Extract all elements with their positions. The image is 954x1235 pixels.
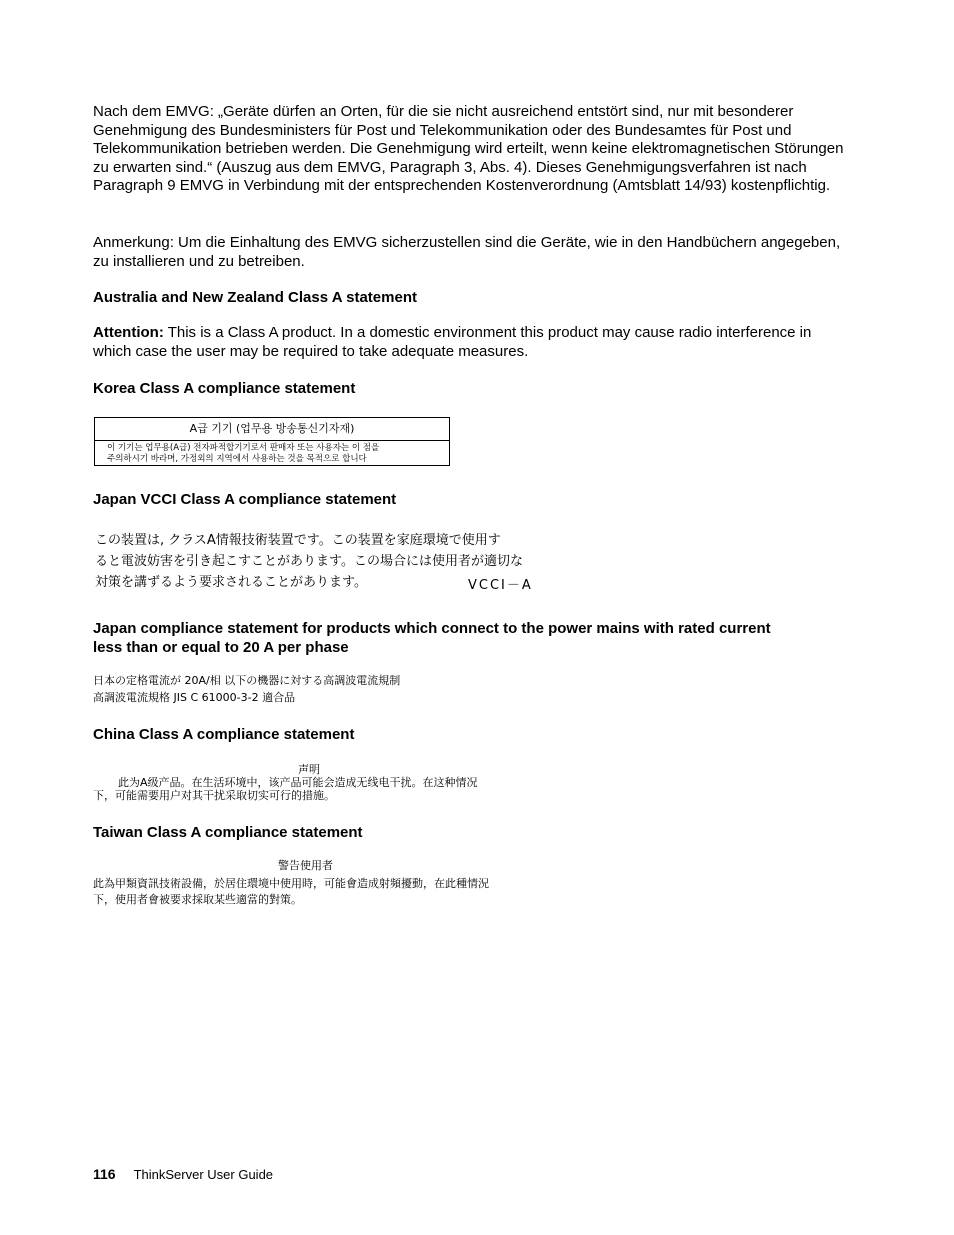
japan-power-line-1: 日本の定格電流が 20A/相 以下の機器に対する高調波電流規制 (93, 674, 401, 687)
china-heading: China Class A compliance statement (93, 726, 355, 743)
japan-vcci-line-2: ると電波妨害を引き起こすことがあります。この場合には使用者が適切な (95, 554, 523, 569)
china-title: 声明 (298, 763, 320, 776)
korea-box-title: A급 기기 (업무용 방송통신기자재) (95, 418, 449, 441)
korea-statement-box (94, 417, 450, 466)
vcci-mark: VCCI－A (468, 578, 533, 593)
japan-vcci-line-1: この装置は, クラスA情報技術装置です。この装置を家庭環境で使用す (95, 533, 501, 548)
china-line-2: 下，可能需要用户对其干扰采取切实可行的措施。 (93, 789, 335, 802)
taiwan-line-1: 此為甲類資訊技術設備，於居住環境中使用時，可能會造成射頻擾動，在此種情況 (93, 877, 489, 890)
attention-text: This is a Class A product. In a domestic environment this product may cause radio interference in which case the user may be required to take adequate measures. (93, 324, 812, 360)
korea-box-line-1: 이 기기는 업무용(A급) 전자파적합기기로서 판매자 또는 사용자는 이 점을 (107, 443, 380, 453)
china-line-1: 此为A级产品。在生活环境中，该产品可能会造成无线电干扰。在这种情况 (118, 776, 478, 789)
australia-statement (93, 324, 853, 361)
taiwan-title: 警告使用者 (278, 859, 333, 872)
page-number: 116 (93, 1166, 116, 1182)
document-title: ThinkServer User Guide (133, 1167, 274, 1182)
taiwan-heading: Taiwan Class A compliance statement (93, 824, 363, 841)
korea-heading: Korea Class A compliance statement (93, 380, 356, 397)
japan-power-heading (93, 620, 853, 657)
emvg-paragraph-1: Nach dem EMVG: „Geräte dürfen an Orten, für die sie nicht ausreichend entstört sind, nur mit besonderer Genehmigung des Bundesministers für Post und Telekommunikation oder des Bundesamtes für Post und Telekommunikation betrieben werden. Die Genehmigung wird erteilt, wenn keine elektromagnetischen Störungen zu erwarten sind.“ (Auszug aus dem EMVG, Paragraph 3, Abs. 4). Dieses Genehmigungsverfahren ist nach Paragraph 9 EMVG in Verbindung mit der entsprechenden Kostenverordnung (Amtsblatt 14/93) kostenpflichtig. (93, 103, 844, 195)
japan-power-heading-line-1: Japan compliance statement for products which connect to the power mains with rated current (93, 620, 771, 637)
korea-box-body (95, 441, 449, 465)
australia-heading: Australia and New Zealand Class A statement (93, 289, 417, 306)
japan-power-heading-line-2: less than or equal to 20 A per phase (93, 638, 349, 656)
japan-vcci-heading: Japan VCCI Class A compliance statement (93, 491, 397, 508)
attention-label: Attention: (93, 324, 164, 341)
emvg-paragraph-2: Anmerkung: Um die Einhaltung des EMVG sicherzustellen sind die Geräte, wie in den Handbüchern angegeben, zu installieren und zu betreiben. (93, 234, 841, 270)
japan-power-line-2: 高調波電流規格 JIS C 61000-3-2 適合品 (93, 691, 296, 704)
page-footer (93, 1166, 273, 1182)
korea-box-line-2: 주의하시기 바라며, 가정외의 지역에서 사용하는 것을 목적으로 합니다 (107, 454, 367, 464)
japan-vcci-line-3: 対策を講ずるよう要求されることがあります。 (95, 575, 367, 590)
taiwan-line-2: 下，使用者會被要求採取某些適當的對策。 (93, 893, 302, 906)
